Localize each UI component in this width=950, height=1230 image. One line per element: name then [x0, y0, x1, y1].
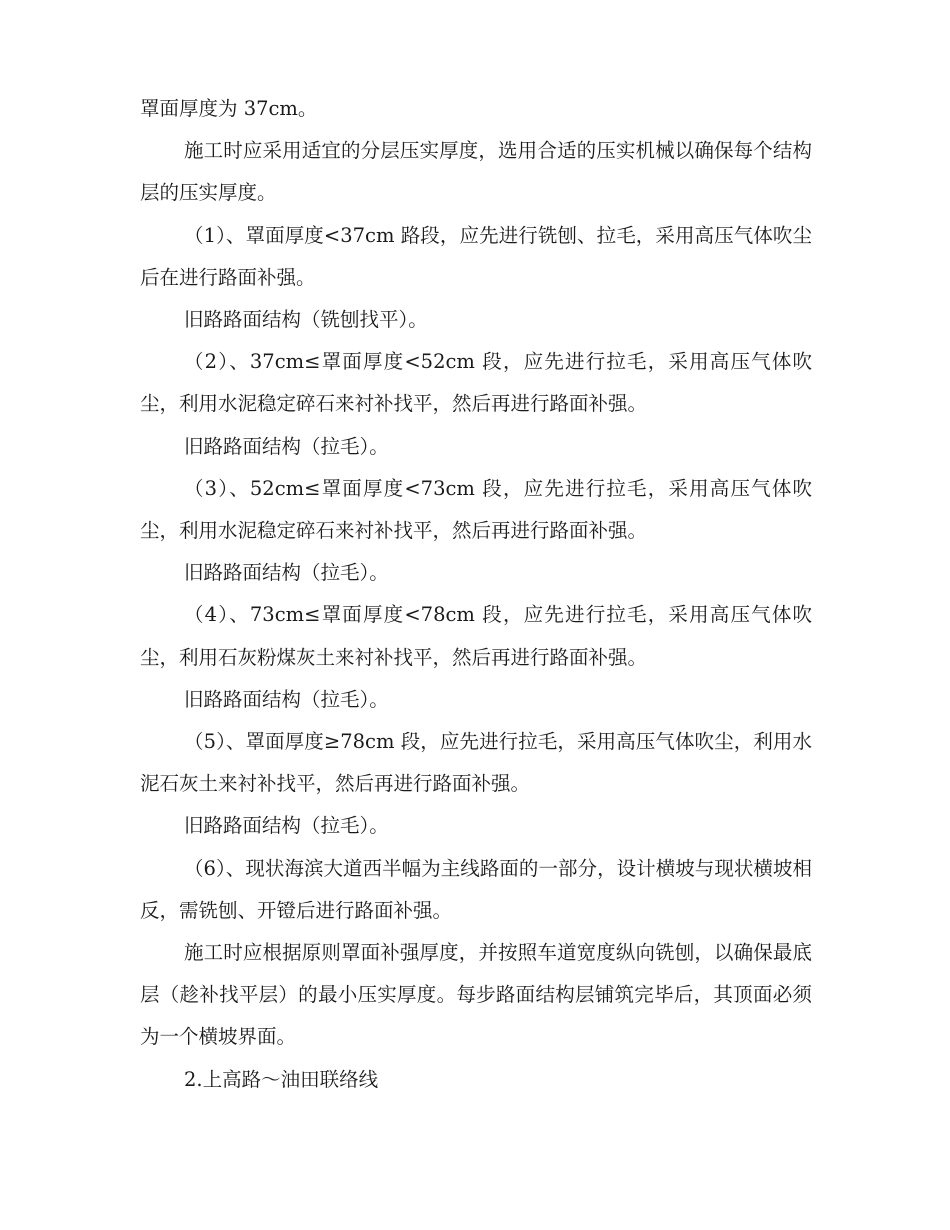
paragraph-item-2: （2）、37cm≤罩面厚度<52cm 段，应先进行拉毛，采用高压气体吹尘，利用水泥稳定碎石来衬补找平，然后再进行路面补强。: [140, 350, 812, 416]
paragraph-milling-requirement: 施工时应根据原则罩面补强厚度，并按照车道宽度纵向铣刨，以确保最底层（趁补找平层）的最小压实厚度。每步路面结构层铺筑完毕后，其顶面必须为一个横坡界面。: [140, 941, 812, 1049]
section-heading-shanggao-road: 2.上高路～油田联络线: [184, 1067, 379, 1091]
paragraph-thickness-intro: 罩面厚度为 37cm。: [140, 97, 318, 120]
paragraph-structure-4: 旧路路面结构（拉毛）。: [184, 687, 389, 711]
paragraph-item-1: （1）、罩面厚度<37cm 路段，应先进行铣刨、拉毛，采用高压气体吹尘后在进行路面补强。: [140, 223, 812, 289]
paragraph-structure-3: 旧路路面结构（拉毛）。: [184, 561, 389, 585]
paragraph-structure-2: 旧路路面结构（拉毛）。: [184, 434, 389, 458]
paragraph-structure-1: 旧路路面结构（铣刨找平）。: [184, 308, 428, 332]
document-page: [140, 88, 812, 1101]
paragraph-item-4: （4）、73cm≤罩面厚度<78cm 段，应先进行拉毛，采用高压气体吹尘，利用石灰粉煤灰土来衬补找平，然后再进行路面补强。: [140, 603, 812, 669]
paragraph-item-5: （5）、罩面厚度≥78cm 段，应先进行拉毛，采用高压气体吹尘，利用水泥石灰土来衬补找平，然后再进行路面补强。: [140, 730, 812, 796]
paragraph-structure-5: 旧路路面结构（拉毛）。: [184, 814, 389, 838]
paragraph-construction-note: 施工时应采用适宜的分层压实厚度，选用合适的压实机械以确保每个结构层的压实厚度。: [140, 139, 812, 205]
paragraph-item-3: （3）、52cm≤罩面厚度<73cm 段，应先进行拉毛，采用高压气体吹尘，利用水泥稳定碎石来衬补找平，然后再进行路面补强。: [140, 476, 812, 543]
paragraph-item-6: （6）、现状海滨大道西半幅为主线路面的一部分，设计横坡与现状横坡相反，需铣刨、开镫后进行路面补强。: [140, 856, 812, 922]
